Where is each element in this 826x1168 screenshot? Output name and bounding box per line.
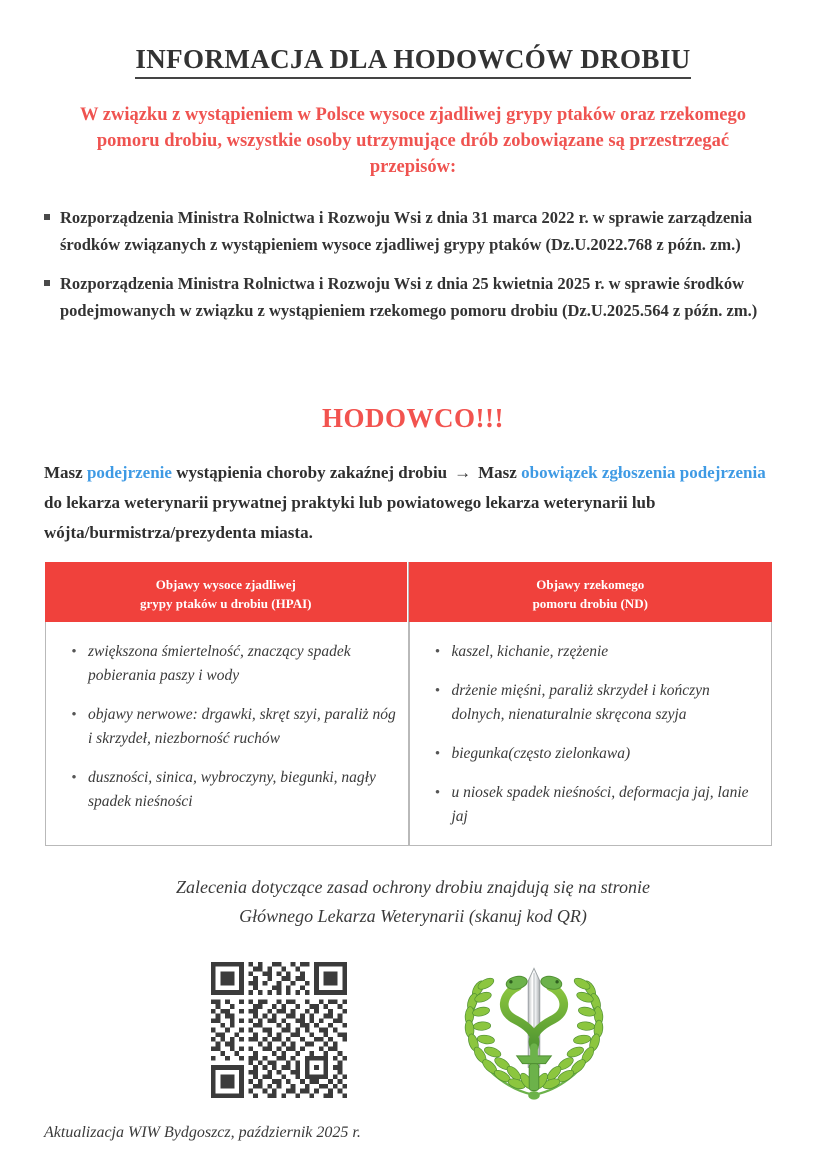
intro-paragraph: W związku z wystąpieniem w Polsce wysoce zjadliwej grypy ptaków oraz rzekomego pomoru drobiu, wszystkie osoby utrzymujące drób zobowiązane są przestrzegać przepisów: [79,105,747,177]
page-title-text: INFORMACJA DLA HODOWCÓW DROBIU [135,44,690,79]
recommendation-line-2: Głównego Lekarza Weterynarii (skanuj kod QR) [239,906,587,926]
list-item [60,640,398,688]
column-header-nd-line1: Objawy rzekomego [536,577,645,592]
action-highlight-obligation: obowiązek zgłoszenia podejrzenia [521,463,766,482]
symptoms-list-hpai [45,622,408,846]
action-part-2: wystąpienia choroby zakaźnej drobiu [171,463,448,482]
square-bullet-icon [44,205,60,222]
symptom-text: objawy nerwowe: drgawki, skręt szyi, paraliż nóg i skrzydeł, niezborność ruchów [88,706,396,747]
list-item [44,271,784,324]
dot-bullet-icon: • [71,770,77,786]
call-to-action-heading: HODOWCO!!! [322,403,504,433]
symptom-text: u niosek spadek nieśności, deformacja jaj, lanie jaj [451,784,749,825]
list-item [424,781,762,829]
column-header-hpai-line1: Objawy wysoce zjadliwej [155,577,296,592]
column-header-hpai-line2: grypy ptaków u drobiu (HPAI) [140,596,312,611]
dot-bullet-icon: • [71,707,77,723]
dot-bullet-icon: • [434,683,441,699]
column-header-nd [409,562,773,622]
column-header-nd-line2: pomoru drobiu (ND) [532,596,648,611]
action-part-3: Masz [478,463,522,482]
symptom-text: kaszel, kichanie, rzężenie [451,643,609,660]
list-item [60,766,398,814]
recommendation-text [43,873,783,931]
list-item [424,640,762,664]
veterinary-caduceus-logo-icon [457,952,611,1104]
recommendation-line-1: Zalecenia dotyczące zasad ochrony drobiu znajdują się na stronie [176,877,650,897]
column-header-hpai [45,562,408,622]
dot-bullet-icon: • [71,644,77,660]
symptoms-list-nd [409,622,773,846]
page-title [0,44,826,75]
regulations-list [44,205,784,337]
symptom-text: drżenie mięśni, paraliż skrzydeł i kończyn dolnych, nienaturalnie skręcona szyja [451,682,710,723]
symptom-text: duszności, sinica, wybroczyny, biegunki, nagły spadek nieśności [88,769,376,810]
symptom-text: zwiększona śmiertelność, znaczący spadek pobierania paszy i wody [88,643,351,684]
dot-bullet-icon: • [434,746,441,762]
qr-code-icon[interactable] [211,962,347,1098]
action-highlight-suspicion: podejrzenie [86,463,172,482]
symptoms-table [45,562,772,846]
symptoms-column-hpai [45,562,409,846]
action-part-4: do lekarza weterynarii prywatnej praktyki lub powiatowego lekarza weterynarii lub wójta/burmistrza/prezydenta miasta. [44,493,656,542]
list-item [424,742,762,766]
regulation-text: Rozporządzenia Ministra Rolnictwa i Rozwoju Wsi z dnia 31 marca 2022 r. w sprawie zarządzenia środków związanych z wystąpieniem wysoce zjadliwej grypy ptaków (Dz.U.2022.768 z późn. zm.) [60,208,753,254]
dot-bullet-icon: • [434,785,441,801]
footer-update-text: Aktualizacja WIW Bydgoszcz, październik 2025 r. [44,1124,361,1141]
action-paragraph [44,458,784,548]
list-item [44,205,784,258]
right-arrow-icon: → [454,463,472,482]
list-item [60,703,398,751]
symptom-text: biegunka(często zielonkawa) [451,745,631,762]
dot-bullet-icon: • [434,644,441,660]
symptoms-column-nd [409,562,773,846]
regulation-text: Rozporządzenia Ministra Rolnictwa i Rozwoju Wsi z dnia 25 kwietnia 2025 r. w sprawie środków podejmowanych w związku z wystąpieniem rzekomego pomoru drobiu (Dz.U.2025.564 z późn. zm.) [60,274,758,320]
action-part-1: Masz [44,463,87,482]
list-item [424,679,762,727]
square-bullet-icon [44,271,60,288]
